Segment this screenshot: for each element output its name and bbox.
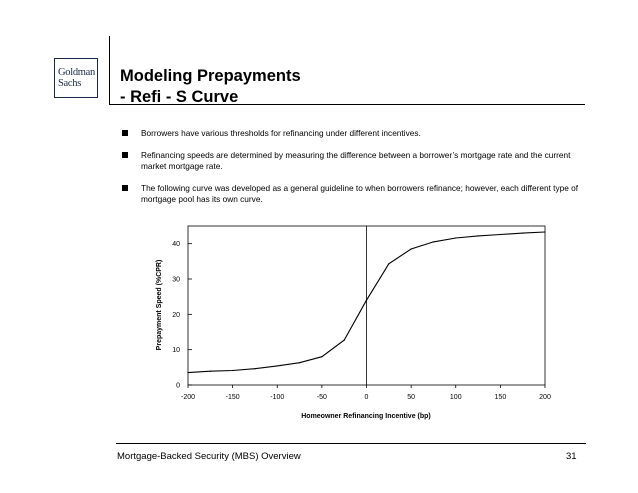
data-point — [344, 340, 345, 341]
slide-title-line-1: Modeling Prepayments — [120, 67, 301, 85]
x-tick-label: -150 — [225, 394, 240, 401]
x-axis-label: Homeowner Refinancing Incentive (bp) — [301, 413, 431, 420]
bullet-square-icon — [122, 185, 128, 191]
x-tick-label: 200 — [539, 394, 551, 401]
y-axis-label: Prepayment Speed (%CPR) — [156, 259, 163, 351]
footer-divider — [116, 443, 586, 444]
y-tick-label: 0 — [176, 382, 180, 390]
data-point — [254, 368, 255, 369]
y-tick-label: 20 — [172, 311, 180, 319]
bullet-square-icon — [122, 130, 128, 136]
x-tick-label: 0 — [364, 394, 369, 401]
x-tick-label: -200 — [180, 394, 196, 401]
title-divider-vertical — [109, 36, 110, 104]
data-point — [321, 356, 322, 357]
data-point — [455, 237, 456, 238]
logo-line-2: Sachs — [58, 78, 81, 89]
bullet-list — [120, 128, 590, 216]
slide-title-line-2: - Refi - S Curve — [120, 88, 239, 106]
data-point — [210, 371, 211, 372]
data-point — [544, 231, 545, 232]
y-tick-label: 10 — [172, 347, 180, 355]
data-point — [388, 263, 389, 264]
data-point — [232, 370, 233, 371]
data-point — [477, 235, 478, 236]
data-point — [522, 232, 523, 233]
data-point — [277, 365, 278, 366]
data-point — [411, 248, 412, 249]
page-number: 31 — [566, 451, 577, 462]
data-point — [500, 234, 501, 235]
y-tick-label: 30 — [172, 276, 180, 284]
x-tick-label: -100 — [270, 394, 285, 401]
data-point — [433, 241, 434, 242]
goldman-sachs-logo — [54, 58, 98, 98]
x-tick-label: 50 — [407, 394, 416, 401]
data-point — [299, 362, 300, 363]
logo-line-1: Goldman — [58, 67, 95, 78]
slide-title — [120, 66, 301, 108]
bullet-text: Borrowers have various thresholds for refinancing under different incentives. — [141, 128, 421, 138]
bullet-text: Refinancing speeds are determined by measuring the difference between a borrower’s mortgage rate and the current market mortgage rate. — [141, 149, 571, 171]
y-tick-label: 40 — [172, 241, 180, 249]
x-axis — [181, 385, 551, 401]
footer-title: Mortgage-Backed Security (MBS) Overview — [117, 451, 301, 462]
y-axis — [172, 241, 192, 389]
x-tick-label: 150 — [494, 394, 507, 401]
x-tick-label: -50 — [316, 394, 327, 401]
bullet-item — [120, 150, 590, 173]
bullet-square-icon — [122, 152, 128, 158]
bullet-item — [120, 128, 590, 140]
x-tick-label: 100 — [449, 394, 462, 401]
data-point — [366, 300, 367, 301]
bullet-text: The following curve was developed as a general guideline to when borrowers refinance; however, each different type of mortgage pool has its own curve. — [141, 182, 579, 204]
data-point — [187, 372, 188, 373]
refi-s-curve-chart — [140, 218, 560, 428]
bullet-item — [120, 183, 590, 206]
